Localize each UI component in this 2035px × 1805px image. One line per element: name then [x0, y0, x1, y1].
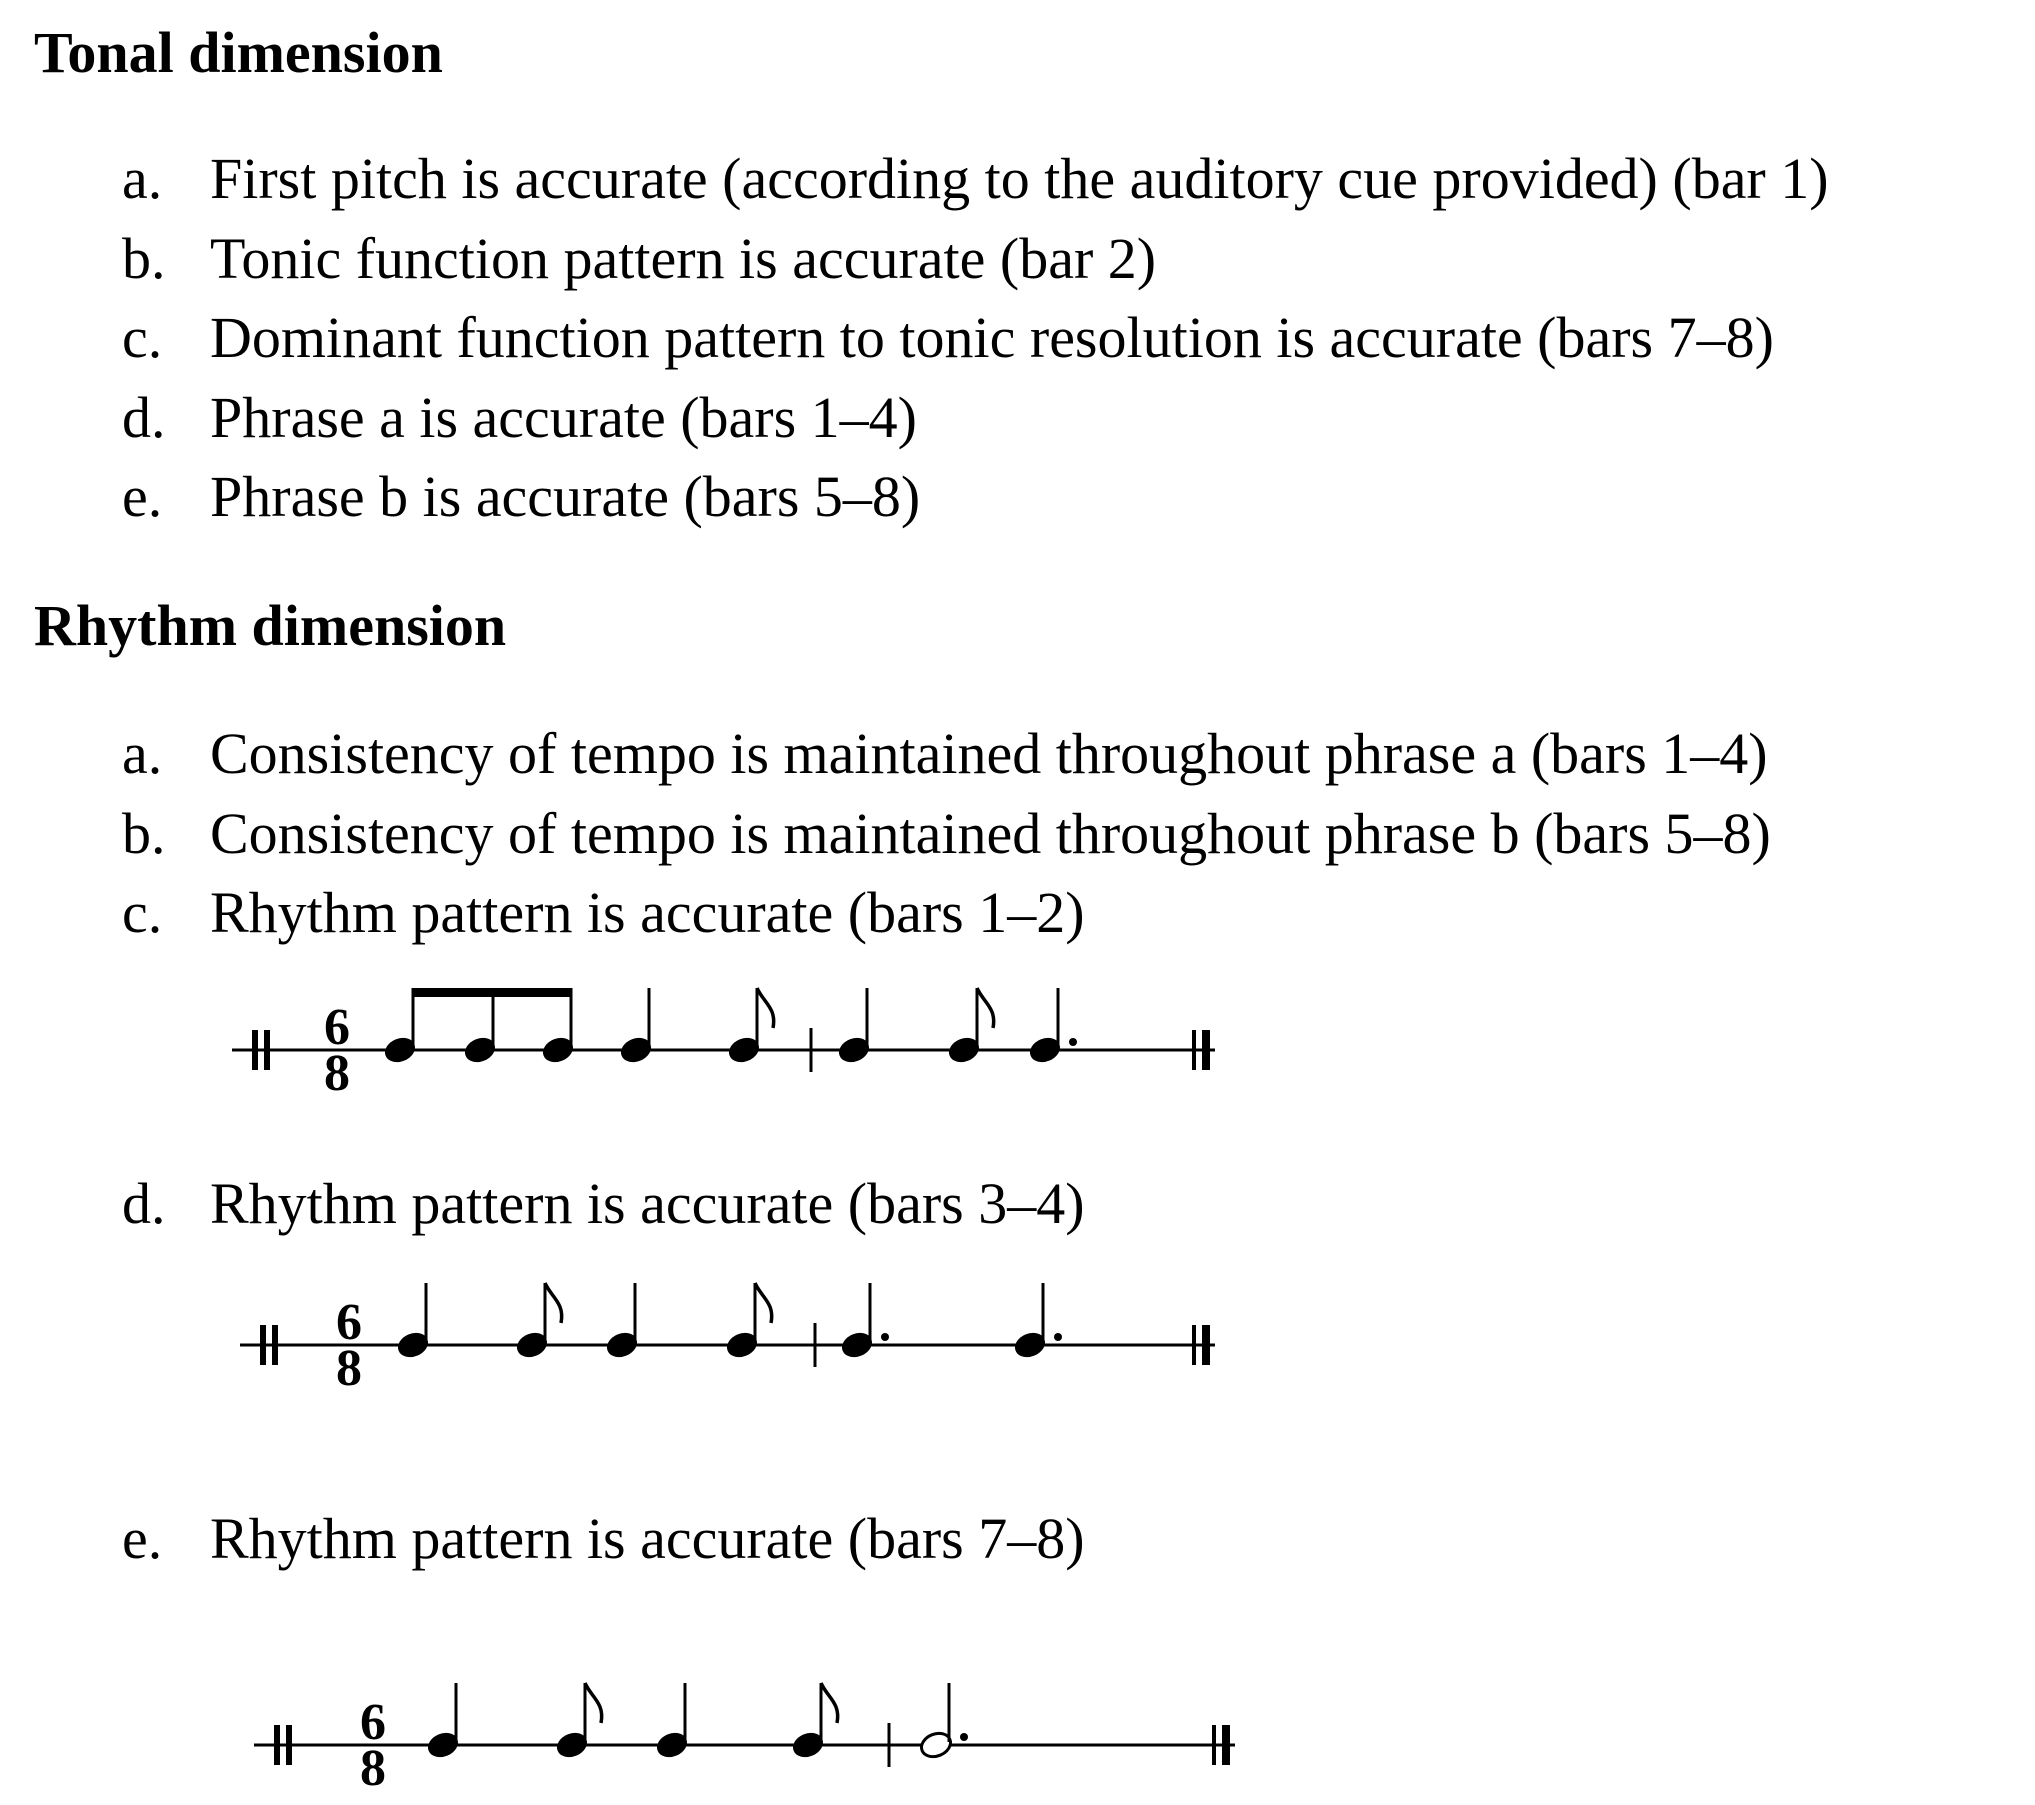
- item-text: First pitch is accurate (according to the auditory cue provided) (bar 1): [210, 146, 1829, 211]
- end-barline-thin: [1212, 1725, 1216, 1765]
- time-signature-bottom: 8: [324, 1045, 350, 1102]
- rhythm-staff-bars-3-4: [0, 1255, 1300, 1415]
- rhythm-staff-bars-7-8: [0, 1655, 1300, 1805]
- end-barline-thick: [1222, 1725, 1230, 1765]
- item-text: Rhythm pattern is accurate (bars 3–4): [210, 1171, 1085, 1236]
- end-barline-thin: [1192, 1325, 1196, 1365]
- item-letter: d.: [122, 1171, 166, 1236]
- item-letter: e.: [122, 1506, 163, 1571]
- note-flag: [545, 1283, 562, 1323]
- start-barline-thin: [264, 1030, 270, 1070]
- note-flag: [821, 1683, 838, 1723]
- end-barline-thin: [1192, 1030, 1196, 1070]
- start-barline-thin: [272, 1325, 278, 1365]
- item-text: Consistency of tempo is maintained throughout phrase b (bars 5–8): [210, 801, 1771, 866]
- item-text: Dominant function pattern to tonic resolution is accurate (bars 7–8): [210, 305, 1774, 370]
- time-signature-bottom: 8: [336, 1340, 362, 1397]
- note-dot: [1054, 1333, 1062, 1341]
- item-letter: e.: [122, 464, 163, 529]
- start-barline-thick: [252, 1030, 258, 1070]
- item-letter: c.: [122, 880, 163, 945]
- item-text: Tonic function pattern is accurate (bar 2): [210, 226, 1157, 291]
- note-flag: [585, 1683, 602, 1723]
- end-barline-thick: [1202, 1325, 1210, 1365]
- item-text: Rhythm pattern is accurate (bars 7–8): [210, 1506, 1085, 1571]
- item-letter: c.: [122, 305, 163, 370]
- note-dot: [881, 1333, 889, 1341]
- item-letter: d.: [122, 385, 166, 450]
- start-barline-thick: [274, 1725, 280, 1765]
- item-letter: b.: [122, 801, 166, 866]
- item-letter: a.: [122, 721, 163, 786]
- tonal-heading: Tonal dimension: [34, 20, 443, 85]
- item-text: Phrase b is accurate (bars 5–8): [210, 464, 921, 529]
- rhythm-heading: Rhythm dimension: [34, 593, 507, 658]
- time-signature-top: 6: [336, 1294, 362, 1351]
- note-flag: [757, 988, 774, 1028]
- time-signature-bottom: 8: [360, 1740, 386, 1797]
- item-text: Rhythm pattern is accurate (bars 1–2): [210, 880, 1085, 945]
- item-text: Phrase a is accurate (bars 1–4): [210, 385, 917, 450]
- note-dot: [960, 1733, 968, 1741]
- rhythm-staff-bars-1-2: [0, 960, 1300, 1120]
- time-signature-top: 6: [324, 999, 350, 1056]
- item-letter: a.: [122, 146, 163, 211]
- start-barline-thin: [286, 1725, 292, 1765]
- item-text: Consistency of tempo is maintained throughout phrase a (bars 1–4): [210, 721, 1768, 786]
- note-dot: [1069, 1038, 1077, 1046]
- note-flag: [755, 1283, 772, 1323]
- note-flag: [977, 988, 994, 1028]
- note-beam: [412, 988, 573, 997]
- end-barline-thick: [1202, 1030, 1210, 1070]
- item-letter: b.: [122, 226, 166, 291]
- time-signature-top: 6: [360, 1694, 386, 1751]
- start-barline-thick: [260, 1325, 266, 1365]
